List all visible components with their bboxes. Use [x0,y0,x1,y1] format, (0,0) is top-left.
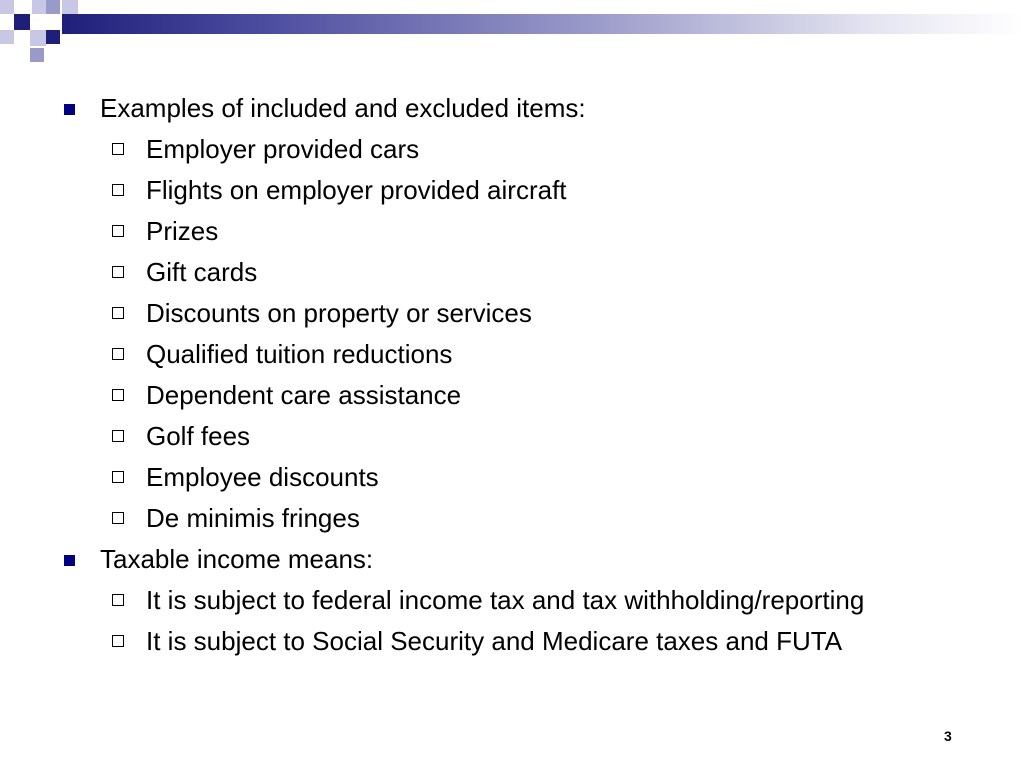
decoration-square [0,30,14,44]
hollow-square-bullet-icon [112,512,124,524]
hollow-square-bullet-icon [112,143,124,155]
square-bullet-icon [64,555,75,566]
sub-bullet-label: Gift cards [146,257,258,287]
decoration-square [14,14,30,30]
sub-bullet-label: Employee discounts [146,462,379,492]
sub-bullet-item [0,211,1024,252]
sub-bullet-item [0,457,1024,498]
bullet-label: Taxable income means: [100,544,374,574]
sub-bullet-label: It is subject to federal income tax and tax withholding/reporting [146,585,865,615]
sub-bullet-label: Flights on employer provided aircraft [146,175,567,205]
hollow-square-bullet-icon [112,348,124,360]
hollow-square-bullet-icon [112,594,124,606]
sub-bullet-item [0,416,1024,457]
sub-bullet-label: It is subject to Social Security and Medicare taxes and FUTA [146,626,843,656]
sub-bullet-item [0,580,1024,621]
sub-bullet-item [0,375,1024,416]
decoration-square [46,0,60,14]
slide-body [0,88,1024,662]
square-bullet-icon [64,104,75,115]
hollow-square-bullet-icon [112,266,124,278]
decoration-square [32,0,46,14]
sub-bullet-item [0,498,1024,539]
sub-bullet-label: Qualified tuition reductions [146,339,453,369]
decoration-square [62,0,78,14]
decoration-square [30,30,46,46]
bullet-item [0,539,1024,580]
hollow-square-bullet-icon [112,635,124,647]
hollow-square-bullet-icon [112,225,124,237]
sub-bullet-label: De minimis fringes [146,503,360,533]
hollow-square-bullet-icon [112,471,124,483]
hollow-square-bullet-icon [112,430,124,442]
bullet-label: Examples of included and excluded items: [100,93,586,123]
sub-bullet-item [0,621,1024,662]
sub-bullet-label: Dependent care assistance [146,380,462,410]
sub-bullet-label: Prizes [146,216,219,246]
sub-bullet-label: Golf fees [146,421,251,451]
sub-bullet-label: Employer provided cars [146,134,420,164]
header-gradient-bar [62,14,1024,34]
slide-number: 3 [944,728,952,744]
decoration-square [30,48,44,62]
hollow-square-bullet-icon [112,307,124,319]
sub-bullet-item [0,293,1024,334]
slide-header-decoration [0,0,1024,64]
decoration-square [0,0,14,14]
sub-bullet-item [0,129,1024,170]
hollow-square-bullet-icon [112,389,124,401]
bullet-item [0,88,1024,129]
sub-bullet-label: Discounts on property or services [146,298,532,328]
decoration-square [46,30,60,44]
sub-bullet-item [0,334,1024,375]
sub-bullet-item [0,252,1024,293]
sub-bullet-item [0,170,1024,211]
hollow-square-bullet-icon [112,184,124,196]
